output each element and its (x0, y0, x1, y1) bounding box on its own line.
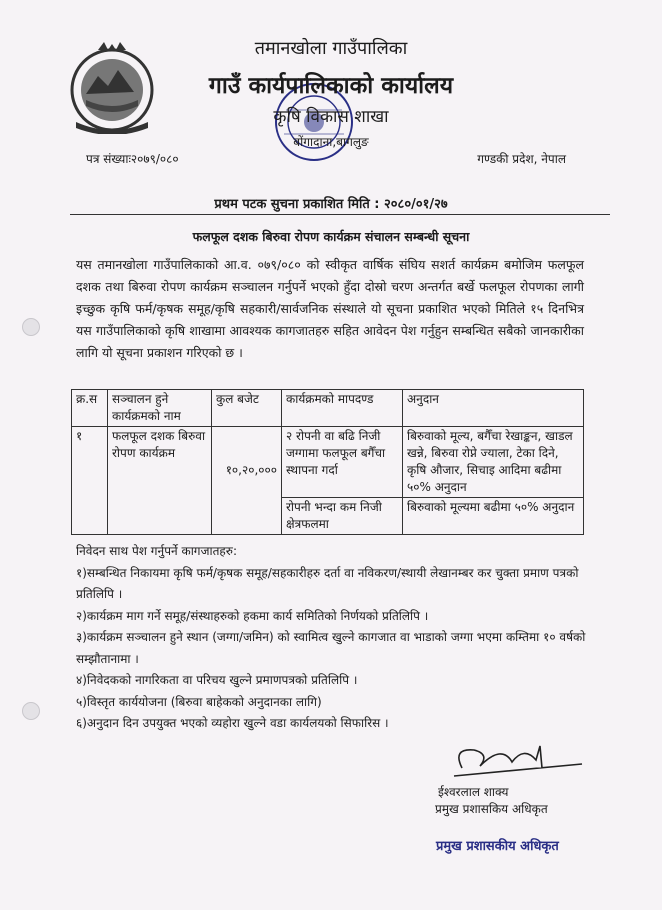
list-item: ४)निवेदकको नागरिकता वा परिचय खुल्ने प्रमाणपत्रको प्रतिलिपि । (76, 673, 358, 687)
row-sn: १ (72, 427, 108, 535)
notice-subject: फलफूल दशक बिरुवा रोपण कार्यक्रम संचालन सम्बन्धी सूचना (192, 229, 470, 244)
table-header: क्र.स (72, 390, 108, 427)
row-criteria: २ रोपनी वा बढि निजी जग्गामा फलफूल बगैँचा स्थापना गर्दा (282, 427, 403, 498)
punch-hole (22, 702, 40, 720)
municipality-name: तमानखोला गाउँपालिका (254, 38, 408, 59)
documents-intro: निवेदन साथ पेश गर्नुपर्ने कागजातहरु: (76, 544, 238, 558)
punch-hole (22, 318, 40, 336)
divider (70, 214, 610, 215)
list-item: १)सम्बन्धित निकायमा कृषि फर्म/कृषक समूह/सहकारीहरु दर्ता वा नविकरण/स्थायी लेखानम्बर कर चुक्ता प्रमाण पत्रको प्रतिलिपि । (76, 565, 579, 601)
row-program: फलफूल दशक बिरुवा रोपण कार्यक्रम (108, 427, 212, 535)
table-row (72, 427, 584, 498)
list-item: ६)अनुदान दिन उपयुक्त भएको व्यहोरा खुल्ने वडा कार्यलयको सिफारिस । (76, 716, 389, 730)
table-header-row (72, 390, 584, 427)
row-budget: १०,२०,००० (212, 427, 282, 535)
designation-stamp: प्रमुख प्रशासकीय अधिकृत (436, 839, 559, 854)
office-name: गाउँ कार्यपालिकाको कार्यालय (208, 73, 454, 99)
program-table (71, 389, 584, 535)
notice-body: यस तमानखोला गाउँपालिकाको आ.व. ०७९/०८० को स्वीकृत वार्षिक संघिय सशर्त कार्यक्रम बमोजिम फलफूल दशक तथा बिरुवा रोपण कार्यक्रम सञ्चालन गर्नुपर्ने भएको हुँदा दोस्रो चरण अन्तर्गत बर्खे फलफूल रोपणका लागी इच्छुक कृषि फर्म/कृषक समूह/कृषि सहकारी/सार्वजनिक संस्थाले यो सूचना प्रकाशित भएको मितिले १५ दिनभित्र यस गाउँपालिकाको कृषि शाखामा आवश्यक कागजातहरु सहित आवेदन पेश गर्नुहुन सम्बन्धित सबैको जानकारीका लागि यो सूचना प्रकाशन गरिएको छ । (76, 257, 584, 360)
row-criteria: रोपनी भन्दा कम निजी क्षेत्रफलमा (282, 498, 403, 535)
table-header: कुल बजेट (212, 390, 282, 427)
signature-mark (432, 738, 592, 784)
row-grant: बिरुवाको मूल्य, बगैँचा रेखाङ्कन, खाडल खन्ने, बिरुवा रोप्ने ज्याला, टेका दिने, कृषि औजार, सिचाइ आदिमा बढीमा ५०% अनुदान (403, 427, 584, 498)
list-item: २)कार्यक्रम माग गर्ने समूह/संस्थाहरुको हकमा कार्य समितिको निर्णयको प्रतिलिपि । (76, 608, 429, 623)
list-item: ५)विस्तृत कार्ययोजना (बिरुवा बाहेकको अनुदानका लागि) (76, 694, 322, 709)
list-item: ३)कार्यक्रम सञ्चालन हुने स्थान (जग्गा/जमिन) को स्वामित्व खुल्ने कागजात वा भाडाको जग्गा भएमा कम्तिमा १० वर्षको सम्झौतानामा । (76, 630, 586, 666)
reference-number: पत्र संख्याः२०७९/०८० (86, 152, 179, 166)
publish-date: प्रथम पटक सुचना प्रकाशित मिति : २०८०/०१/२७ (214, 197, 448, 212)
signatory-title: प्रमुख प्रशासकिय अधिकृत (435, 802, 548, 816)
branch-name: कृषि विकास शाखा (273, 107, 389, 127)
table-header: अनुदान (403, 390, 584, 427)
signatory-name: ईश्वरलाल शाक्य (438, 785, 509, 799)
row-grant: बिरुवाको मूल्यमा बढीमा ५०% अनुदान (403, 498, 584, 535)
table-header: कार्यक्रमको मापदण्ड (282, 390, 403, 427)
documents-list (76, 541, 586, 735)
province-name: गण्डकी प्रदेश, नेपाल (477, 152, 566, 166)
office-address: बोंगादाना,बागलुङ (293, 135, 369, 149)
table-header: सञ्चालन हुने कार्यक्रमको नाम (108, 390, 212, 427)
